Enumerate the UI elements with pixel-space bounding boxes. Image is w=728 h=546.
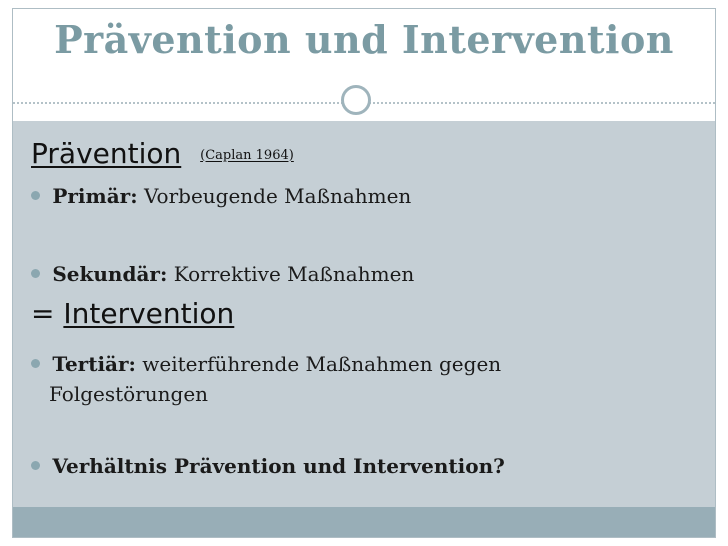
bullet-primaer-text: Vorbeugende Maßnahmen	[143, 184, 412, 208]
heading-praevention	[31, 137, 294, 170]
citation-caplan: (Caplan 1964)	[200, 147, 294, 163]
heading-intervention-prefix: =	[31, 297, 55, 330]
bullet-sekundaer	[31, 259, 701, 289]
slide-content	[13, 121, 715, 507]
bullet-dot-icon	[31, 269, 40, 278]
bullet-tertiaer-text: weiterführende Maßnahmen gegen	[142, 352, 502, 376]
bullet-tertiaer-label: Tertiär:	[52, 352, 136, 376]
bullet-dot-icon	[31, 191, 40, 200]
bullet-dot-icon	[31, 359, 40, 368]
slide-frame	[12, 8, 716, 538]
heading-praevention-text: Prävention	[31, 137, 182, 170]
bullet-tertiaer	[31, 349, 701, 379]
bullet-dot-icon	[31, 461, 40, 470]
heading-intervention-text: Intervention	[63, 297, 235, 330]
slide-title: Prävention und Intervention	[54, 17, 674, 62]
bullet-primaer	[31, 181, 701, 211]
circle-ornament-icon	[341, 85, 371, 115]
bullet-tertiaer-continuation: Folgestörungen	[49, 382, 209, 406]
heading-intervention	[31, 297, 234, 330]
bullet-verhaeltnis	[31, 451, 701, 481]
bullet-sekundaer-text: Korrektive Maßnahmen	[173, 262, 415, 286]
bullet-verhaeltnis-text: Verhältnis Prävention und Intervention?	[52, 454, 505, 478]
bullet-primaer-label: Primär:	[52, 184, 138, 208]
footer-bar	[13, 507, 715, 538]
bullet-sekundaer-label: Sekundär:	[52, 262, 168, 286]
